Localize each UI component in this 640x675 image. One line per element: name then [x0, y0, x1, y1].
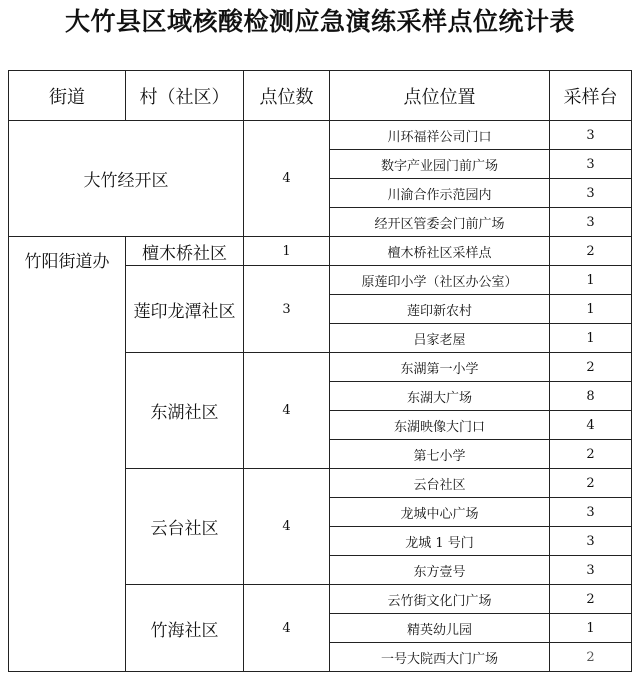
- community-name: 檀木桥社区: [126, 237, 244, 266]
- location-cell: 经开区管委会门前广场: [330, 208, 550, 237]
- location-cell: 龙城 1 号门: [330, 527, 550, 556]
- location-cell: 第七小学: [330, 440, 550, 469]
- location-cell: 川环福祥公司门口: [330, 121, 550, 150]
- stations-cell: 1: [550, 614, 632, 643]
- stations-cell: 1: [550, 324, 632, 353]
- zhuyang-name: 竹阳街道办: [9, 237, 126, 672]
- stations-cell: 3: [550, 527, 632, 556]
- location-cell: 龙城中心广场: [330, 498, 550, 527]
- location-cell: 吕家老屋: [330, 324, 550, 353]
- stations-cell: 2: [550, 237, 632, 266]
- header-stations: 采样台: [550, 71, 632, 121]
- stations-cell: 4: [550, 411, 632, 440]
- stations-cell: 2: [550, 440, 632, 469]
- community-name: 东湖社区: [126, 353, 244, 469]
- location-cell: 东方壹号: [330, 556, 550, 585]
- header-village: 村（社区）: [126, 71, 244, 121]
- stations-cell: 3: [550, 121, 632, 150]
- stations-cell: 3: [550, 179, 632, 208]
- location-cell: 数字产业园门前广场: [330, 150, 550, 179]
- community-count: 4: [244, 469, 330, 585]
- table-header-row: [9, 71, 632, 121]
- location-cell: 东湖第一小学: [330, 353, 550, 382]
- location-cell: 东湖映像大门口: [330, 411, 550, 440]
- community-count: 1: [244, 237, 330, 266]
- location-cell: 精英幼儿园: [330, 614, 550, 643]
- community-count: 3: [244, 266, 330, 353]
- location-cell: 川渝合作示范园内: [330, 179, 550, 208]
- page-title: 大竹县区域核酸检测应急演练采样点位统计表: [64, 7, 575, 36]
- header-count: 点位数: [244, 71, 330, 121]
- kaifaqu-name: 大竹经开区: [9, 121, 244, 237]
- location-cell: 檀木桥社区采样点: [330, 237, 550, 266]
- stations-cell: 1: [550, 266, 632, 295]
- stations-cell: 3: [550, 556, 632, 585]
- community-name: 云台社区: [126, 469, 244, 585]
- location-cell: 云竹街文化门广场: [330, 585, 550, 614]
- stations-cell: 8: [550, 382, 632, 411]
- kaifaqu-count: 4: [244, 121, 330, 237]
- community-count: 4: [244, 585, 330, 672]
- stations-cell: 3: [550, 150, 632, 179]
- location-cell: 东湖大广场: [330, 382, 550, 411]
- stations-cell: 3: [550, 208, 632, 237]
- header-street: 街道: [9, 71, 126, 121]
- stations-cell: 2: [550, 353, 632, 382]
- community-name: 竹海社区: [126, 585, 244, 672]
- location-cell: 云台社区: [330, 469, 550, 498]
- location-cell: 原莲印小学（社区办公室）: [330, 266, 550, 295]
- stations-cell: 1: [550, 295, 632, 324]
- stations-cell: 2: [550, 585, 632, 614]
- sampling-points-table: [8, 70, 632, 672]
- table-row: [9, 237, 632, 266]
- location-cell: 莲印新农村: [330, 295, 550, 324]
- table-row: [9, 121, 632, 150]
- stations-cell: 2: [550, 643, 632, 672]
- stations-cell: 2: [550, 469, 632, 498]
- community-name: 莲印龙潭社区: [126, 266, 244, 353]
- location-cell: 一号大院西大门广场: [330, 643, 550, 672]
- header-location: 点位位置: [330, 71, 550, 121]
- stations-cell: 3: [550, 498, 632, 527]
- community-count: 4: [244, 353, 330, 469]
